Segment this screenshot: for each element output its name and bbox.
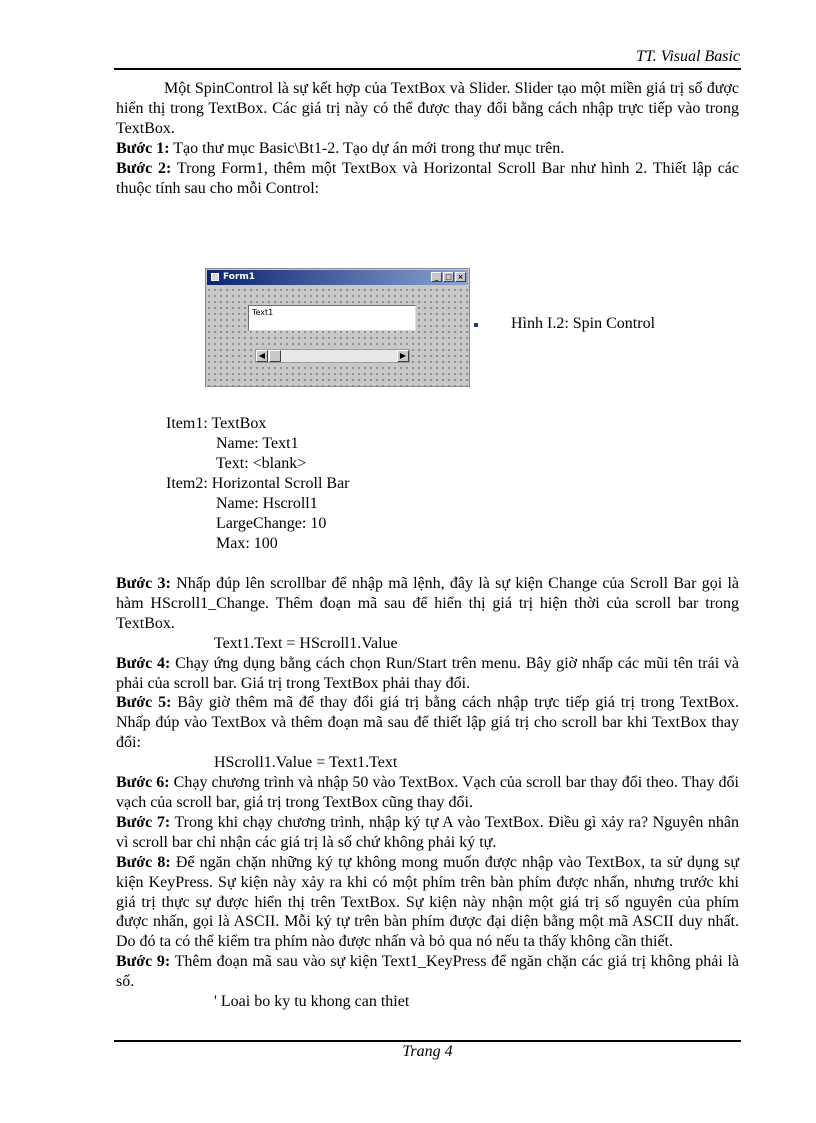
- header-rule: [114, 68, 741, 70]
- form1-window: [205, 268, 470, 387]
- figure-caption: Hình I.2: Spin Control: [511, 315, 656, 332]
- step-2: [116, 159, 739, 199]
- scroll-thumb[interactable]: [269, 350, 281, 362]
- code-line: ' Loai bo ky tu khong can thiet: [214, 993, 410, 1011]
- property-item: Item1: TextBox: [166, 415, 267, 432]
- intro-paragraph: Một SpinControl là sự kết hợp của TextBox và Slider. Slider tạo một miền giá trị số được hiển thị trong TextBox. Các giá trị này có thể được thay đổi bằng cách nhập trực tiếp vào trong TextBox.: [116, 80, 739, 137]
- step-text: Tạo thư mục Basic\Bt1-2. Tạo dự án mới trong thư mục trên.: [169, 139, 565, 157]
- step-8: [116, 853, 739, 953]
- step-text: Thêm đoạn mã sau vào sự kiện Text1_KeyPress để ngăn chặn các giá trị không phải là số.: [116, 953, 739, 991]
- step-1: [116, 139, 739, 159]
- step-9: [116, 952, 739, 992]
- step-text: Chạy chương trình và nhập 50 vào TextBox. Vạch của scroll bar thay đổi theo. Thay đổi vạch của scroll bar, giá trị trong TextBox cũng thay đổi.: [116, 774, 739, 811]
- form-titlebar: [207, 270, 468, 285]
- hscroll1-scrollbar[interactable]: [255, 349, 410, 363]
- minimize-icon[interactable]: _: [431, 272, 442, 282]
- page-number: Trang 4: [402, 1043, 453, 1060]
- step-7: [116, 813, 739, 853]
- step-5: [116, 693, 739, 753]
- property-list: [166, 414, 350, 554]
- step-label: Bước 5:: [116, 694, 172, 712]
- page-header: TT. Visual Basic: [636, 48, 740, 65]
- code-line: Text1.Text = HScroll1.Value: [214, 634, 398, 652]
- selection-handle: [474, 323, 478, 327]
- step-text: Để ngăn chặn những ký tự không mong muốn được nhập vào TextBox, ta sử dụng sự kiện KeyPress. Sự kiện này xảy ra khi có một phím trên bàn phím được nhấn, nhưng trước khi giá trị thực sự được hiển thị trên TextBox. Sự kiện này nhận một giá trị số nguyên của phím được nhấn, gọi là ASCII. Mỗi ký tự trên bàn phím được đại diện bằng một mã ASCII duy nhất. Do đó ta có thể kiểm tra phím nào được nhấn và bỏ qua nó nếu ta thấy không cần thiết.: [116, 853, 739, 951]
- text1-textbox[interactable]: Text1: [248, 305, 416, 331]
- scroll-left-icon[interactable]: ◀: [256, 350, 268, 362]
- property-item: LargeChange: 10: [216, 515, 327, 532]
- code-line: HScroll1.Value = Text1.Text: [214, 754, 398, 772]
- close-icon[interactable]: ×: [455, 272, 466, 282]
- step-text: Nhấp đúp lên scrollbar để nhập mã lệnh, đây là sự kiện Change của Scroll Bar gọi là hàm HScroll1_Change. Thêm đoạn mã sau để hiển thị giá trị hiện thời của scroll bar trong TextBox.: [116, 575, 740, 632]
- step-6: [116, 773, 739, 813]
- footer-rule: [114, 1040, 741, 1042]
- step-label: Bước 3:: [116, 575, 171, 592]
- step-label: Bước 1:: [116, 139, 170, 157]
- property-item: Max: 100: [216, 535, 278, 552]
- body-top: [116, 79, 739, 198]
- step-label: Bước 7:: [116, 813, 171, 831]
- step-label: Bước 9:: [116, 953, 171, 971]
- step-label: Bước 6:: [116, 774, 170, 792]
- form-title: Form1: [223, 272, 256, 282]
- scroll-right-icon[interactable]: ▶: [397, 350, 409, 362]
- step-label: Bước 2:: [116, 159, 172, 177]
- body-bottom: [116, 574, 739, 1012]
- step-text: Bây giờ thêm mã để thay đổi giá trị bằng cách nhập trực tiếp giá trị trong TextBox. Nhấp đúp vào TextBox và thêm đoạn mã sau để thiết lập giá trị cho scroll bar khi TextBox thay đổi:: [116, 694, 740, 752]
- form-icon: [211, 273, 219, 281]
- maximize-icon[interactable]: □: [443, 272, 454, 282]
- property-item: Item2: Horizontal Scroll Bar: [166, 475, 350, 492]
- step-3: [116, 574, 739, 634]
- step-text: Chạy ứng dụng bằng cách chọn Run/Start trên menu. Bây giờ nhấp các mũi tên trái và phải của scroll bar. Giá trị trong TextBox phải thay đổi.: [116, 654, 739, 692]
- property-item: Name: Hscroll1: [216, 495, 318, 512]
- step-text: Trong Form1, thêm một TextBox và Horizontal Scroll Bar như hình 2. Thiết lập các thuộc tính sau cho mỗi Control:: [116, 159, 739, 197]
- property-item: Name: Text1: [216, 435, 299, 452]
- step-text: Trong khi chạy chương trình, nhập ký tự A vào TextBox. Điều gì xảy ra? Nguyên nhân vì scroll bar chỉ nhận các giá trị là số chứ không phải ký tự.: [116, 813, 740, 851]
- step-label: Bước 8:: [116, 853, 171, 871]
- step-4: [116, 654, 739, 694]
- step-label: Bước 4:: [116, 654, 171, 672]
- property-item: Text: <blank>: [216, 455, 307, 472]
